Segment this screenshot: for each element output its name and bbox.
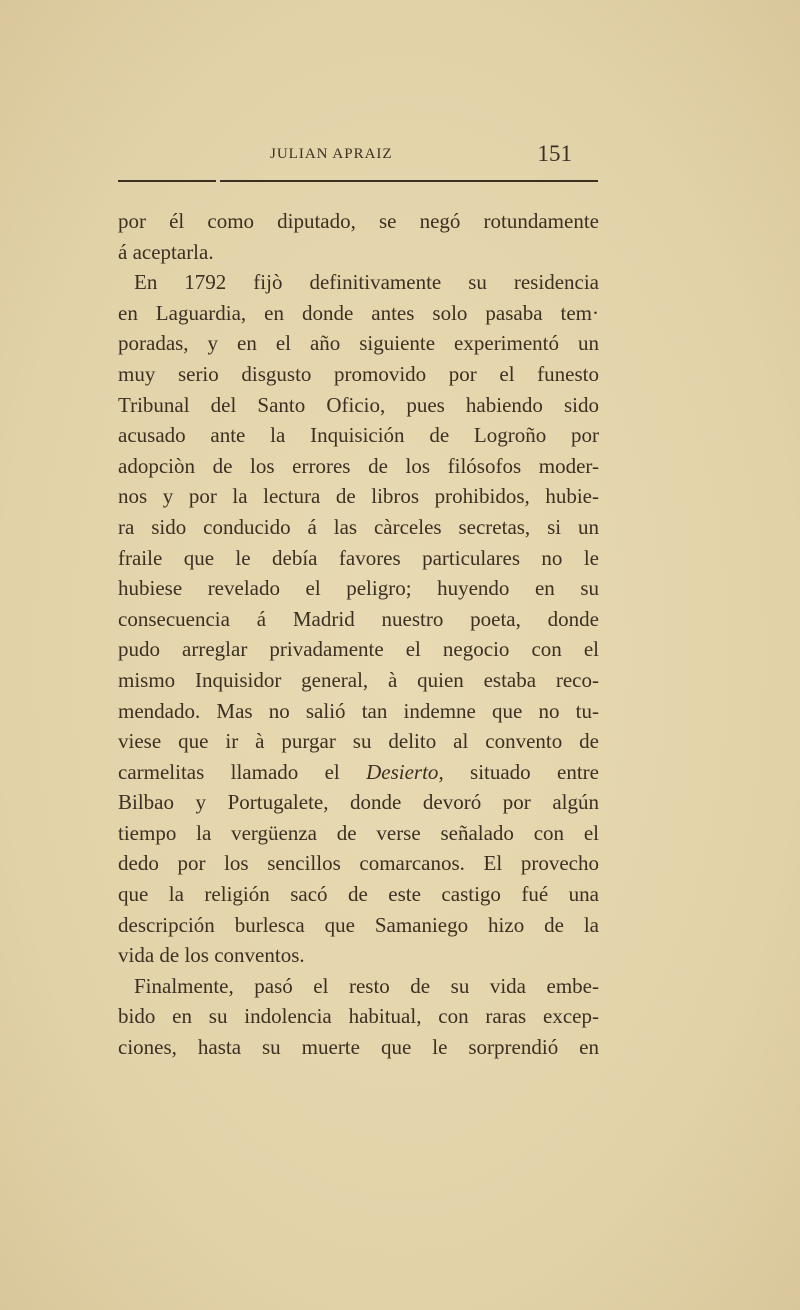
text-line: pudo arreglar privadamente el negocio con el (118, 637, 599, 662)
text-line: consecuencia á Madrid nuestro poeta, donde (118, 606, 599, 631)
running-head (118, 141, 598, 171)
text-line: Finalmente, pasó el resto de su vida embe- (134, 973, 599, 998)
text-line: tiempo la vergüenza de verse señalado con el (118, 820, 599, 845)
italic-text: Desierto (366, 759, 439, 784)
text-line: á aceptarla. (118, 239, 214, 264)
header-rule-right (220, 180, 598, 182)
header-rule-left (118, 180, 216, 182)
text-line: muy serio disgusto promovido por el funesto (118, 361, 599, 386)
running-title: JULIAN APRAIZ (270, 146, 393, 162)
text-line: ra sido conducido á las càrceles secretas, si un (118, 514, 599, 539)
text-line: en Laguardia, en donde antes solo pasaba tem· (118, 300, 599, 325)
text-segment: carmelitas llamado el (118, 759, 367, 784)
text-line (118, 757, 599, 788)
text-line: vida de los conventos. (118, 943, 305, 968)
text-line: nos y por la lectura de libros prohibidos, hubie- (118, 484, 599, 509)
text-line: Bilbao y Portugalete, donde devoró por algún (118, 790, 599, 815)
text-line: mismo Inquisidor general, à quien estaba reco- (118, 667, 599, 692)
text-line: dedo por los sencillos comarcanos. El provecho (118, 851, 599, 876)
text-segment: , situado entre (438, 759, 599, 784)
text-line: acusado ante la Inquisición de Logroño por (118, 423, 599, 448)
page-number: 151 (537, 141, 572, 166)
text-line: adopciòn de los errores de los filósofos moder- (118, 453, 599, 478)
text-line: mendado. Mas no salió tan indemne que no tu- (118, 698, 599, 723)
text-line: ciones, hasta su muerte que le sorprendió en (118, 1035, 599, 1060)
text-line: bido en su indolencia habitual, con raras excep- (118, 1004, 599, 1029)
text-line: Tribunal del Santo Oficio, pues habiendo sido (118, 392, 599, 417)
body-text (118, 206, 599, 1063)
text-line: por él como diputado, se negó rotundamente (118, 209, 599, 233)
text-line: hubiese revelado el peligro; huyendo en su (118, 576, 599, 601)
text-line: que la religión sacó de este castigo fué una (118, 882, 599, 907)
text-line: poradas, y en el año siguiente experimentó un (118, 331, 599, 356)
text-line: viese que ir à purgar su delito al convento de (118, 729, 599, 754)
text-line: fraile que le debía favores particulares no le (118, 545, 599, 570)
text-line: descripción burlesca que Samaniego hizo de la (118, 912, 599, 937)
text-line: En 1792 fijò definitivamente su residencia (134, 270, 599, 295)
